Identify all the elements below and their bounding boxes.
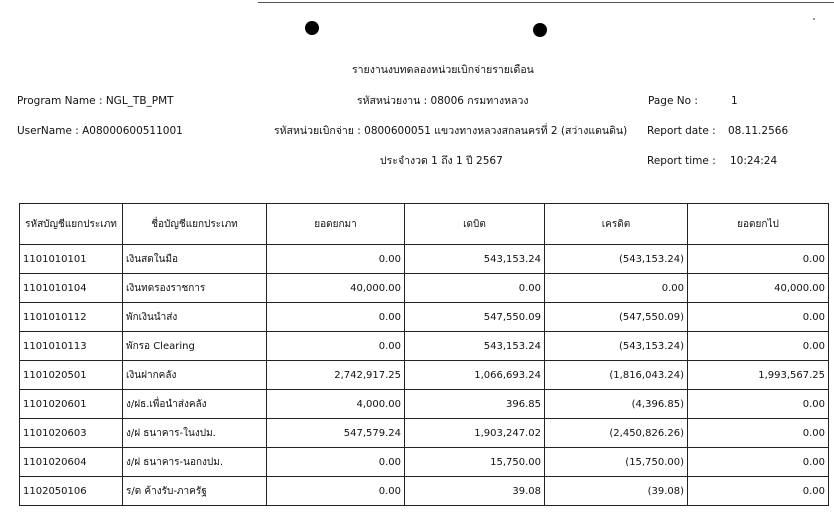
account-code: 1101010112 xyxy=(20,303,123,332)
opening-balance: 40,000.00 xyxy=(267,274,405,303)
account-code: 1101010101 xyxy=(20,245,123,274)
debit: 15,750.00 xyxy=(405,448,545,477)
closing-balance: 0.00 xyxy=(688,390,829,419)
header-credit: เครดิต xyxy=(545,204,688,245)
opening-balance: 0.00 xyxy=(267,303,405,332)
table-row xyxy=(20,303,829,332)
scan-speck xyxy=(813,18,815,20)
account-code: 1101020601 xyxy=(20,390,123,419)
account-code: 1101020501 xyxy=(20,361,123,390)
trial-balance-table xyxy=(19,203,829,506)
table-row xyxy=(20,361,829,390)
account-code: 1101010113 xyxy=(20,332,123,361)
credit: (2,450,826.26) xyxy=(545,419,688,448)
account-name: ง/ฝ ธนาคาร-นอกงปม. xyxy=(123,448,267,477)
report-date-value: 08.11.2566 xyxy=(728,125,789,137)
debit: 1,066,693.24 xyxy=(405,361,545,390)
account-name: พักรอ Clearing xyxy=(123,332,267,361)
table-row xyxy=(20,477,829,506)
report-period: ประจำงวด 1 ถึง 1 ปี 2567 xyxy=(380,155,503,167)
debit: 39.08 xyxy=(405,477,545,506)
account-name: ร/ด ค้างรับ-ภาครัฐ xyxy=(123,477,267,506)
page-number-label: Page No : xyxy=(648,95,698,107)
table-row xyxy=(20,448,829,477)
table-row xyxy=(20,419,829,448)
report-time-label: Report time : xyxy=(647,155,716,167)
header-account-code: รหัสบัญชีแยกประเภท xyxy=(20,204,123,245)
table-row xyxy=(20,390,829,419)
table-row xyxy=(20,332,829,361)
credit: (4,396.85) xyxy=(545,390,688,419)
credit: 0.00 xyxy=(545,274,688,303)
account-code: 1101010104 xyxy=(20,274,123,303)
report-time-value: 10:24:24 xyxy=(730,155,778,167)
debit: 396.85 xyxy=(405,390,545,419)
header-closing-balance: ยอดยกไป xyxy=(688,204,829,245)
debit: 547,550.09 xyxy=(405,303,545,332)
agency-code: รหัสหน่วยงาน : 08006 กรมทางหลวง xyxy=(357,95,529,107)
closing-balance: 40,000.00 xyxy=(688,274,829,303)
page-top-border xyxy=(258,2,834,3)
program-name: Program Name : NGL_TB_PMT xyxy=(17,95,174,107)
account-code: 1102050106 xyxy=(20,477,123,506)
credit: (39.08) xyxy=(545,477,688,506)
table-header-row xyxy=(20,204,829,245)
closing-balance: 0.00 xyxy=(688,448,829,477)
credit: (543,153.24) xyxy=(545,245,688,274)
debit: 1,903,247.02 xyxy=(405,419,545,448)
report-date-label: Report date : xyxy=(647,125,716,137)
closing-balance: 0.00 xyxy=(688,419,829,448)
opening-balance: 547,579.24 xyxy=(267,419,405,448)
page-number-value: 1 xyxy=(731,95,738,107)
debit: 0.00 xyxy=(405,274,545,303)
closing-balance: 1,993,567.25 xyxy=(688,361,829,390)
opening-balance: 4,000.00 xyxy=(267,390,405,419)
punch-hole-left xyxy=(305,21,319,35)
debit: 543,153.24 xyxy=(405,332,545,361)
header-debit: เดบิต xyxy=(405,204,545,245)
table-row xyxy=(20,245,829,274)
table-row xyxy=(20,274,829,303)
closing-balance: 0.00 xyxy=(688,245,829,274)
opening-balance: 0.00 xyxy=(267,332,405,361)
account-code: 1101020603 xyxy=(20,419,123,448)
punch-hole-right xyxy=(533,23,547,37)
closing-balance: 0.00 xyxy=(688,477,829,506)
account-name: ง/ฝธ.เพื่อนำส่งคลัง xyxy=(123,390,267,419)
account-name: ง/ฝ ธนาคาร-ในงปม. xyxy=(123,419,267,448)
account-name: เงินฝากคลัง xyxy=(123,361,267,390)
account-name: เงินทดรองราชการ xyxy=(123,274,267,303)
opening-balance: 0.00 xyxy=(267,448,405,477)
closing-balance: 0.00 xyxy=(688,332,829,361)
opening-balance: 0.00 xyxy=(267,477,405,506)
credit: (15,750.00) xyxy=(545,448,688,477)
account-name: พักเงินนำส่ง xyxy=(123,303,267,332)
disbursing-unit: รหัสหน่วยเบิกจ่าย : 0800600051 แขวงทางหลวงสกลนครที่ 2 (สว่างแดนดิน) xyxy=(274,125,628,137)
credit: (547,550.09) xyxy=(545,303,688,332)
account-name: เงินสดในมือ xyxy=(123,245,267,274)
account-code: 1101020604 xyxy=(20,448,123,477)
report-title: รายงานงบทดลองหน่วยเบิกจ่ายรายเดือน xyxy=(352,64,534,76)
opening-balance: 2,742,917.25 xyxy=(267,361,405,390)
header-account-name: ชื่อบัญชีแยกประเภท xyxy=(123,204,267,245)
closing-balance: 0.00 xyxy=(688,303,829,332)
header-opening-balance: ยอดยกมา xyxy=(267,204,405,245)
credit: (543,153.24) xyxy=(545,332,688,361)
user-name: UserName : A08000600511001 xyxy=(17,125,183,137)
opening-balance: 0.00 xyxy=(267,245,405,274)
debit: 543,153.24 xyxy=(405,245,545,274)
credit: (1,816,043.24) xyxy=(545,361,688,390)
